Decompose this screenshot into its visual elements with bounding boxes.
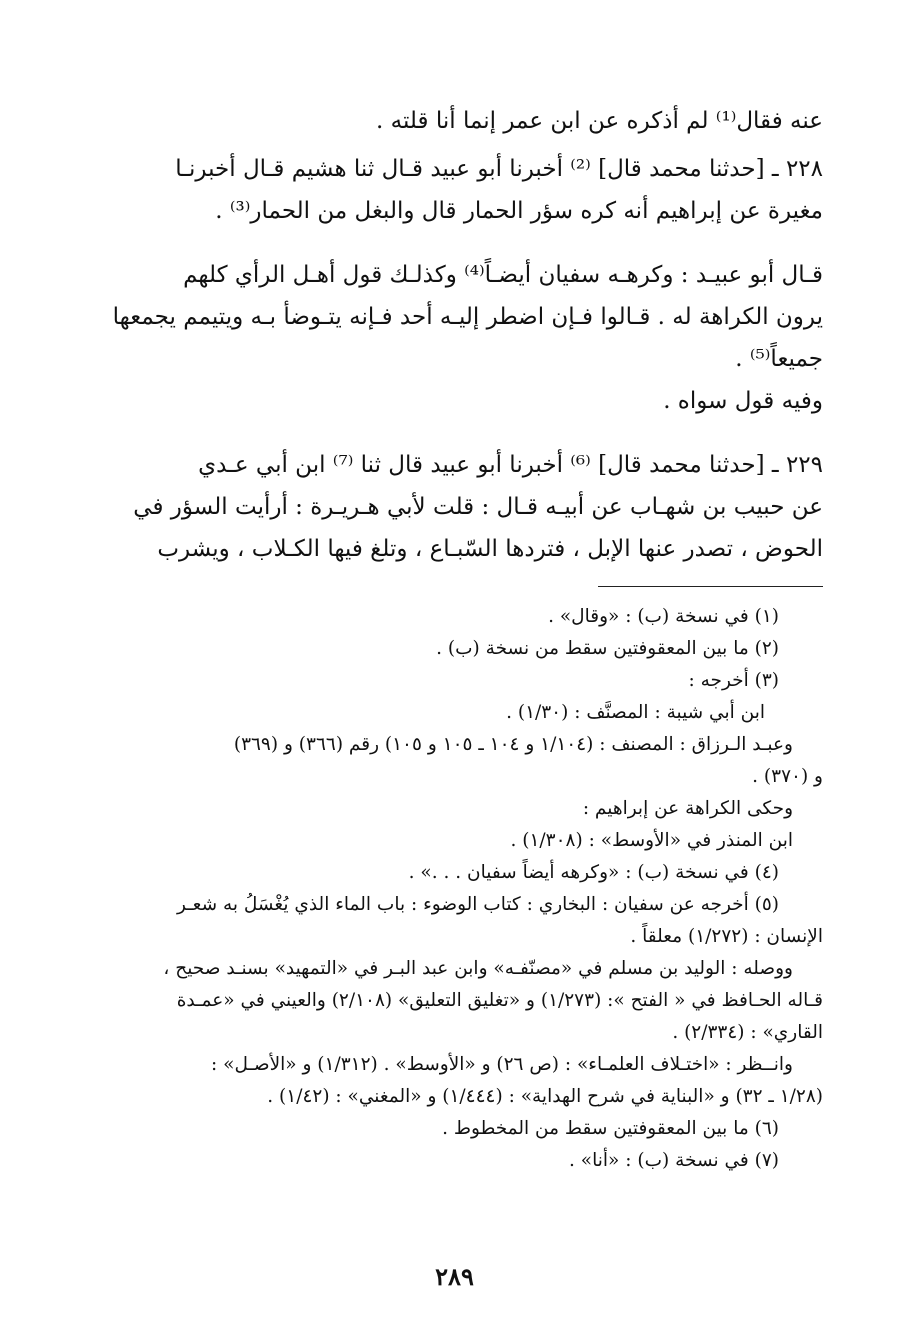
footnote-line: وحكى الكراهة عن إبراهيم :: [582, 798, 793, 819]
footnote-line: ووصله : الوليد بن مسلم في «مصنّفـه» وابن عبد البـر في «التمهيد» بسنـد صحيح ،: [163, 958, 793, 979]
footnote-line: الإنسان : (١/٢٧٢) معلقاً .: [630, 926, 823, 947]
footnote-line: وعبـد الـرزاق : المصنف : (١/١٠٤ و ١٠٤ ـ ١٠٥ و ١٠٥) رقم (٣٦٦) و (٣٦٩): [233, 734, 793, 755]
footnote-line: ابن أبي شيبة : المصنَّف : (١/٣٠) .: [506, 702, 765, 723]
footnote-line: ابن المنذر في «الأوسط» : (١/٣٠٨) .: [510, 830, 793, 851]
main-line: قـال أبو عبيـد : وكرهـه سفيان أيضـاً⁽⁴⁾ وكذلـك قول أهـل الرأي كلهم: [183, 262, 823, 288]
footnote-line: (٦) ما بين المعقوفتين سقط من المخطوط .: [442, 1118, 779, 1139]
main-line: ٢٢٩ ـ [حدثنا محمد قال] ⁽⁶⁾ أخبرنا أبو عبيد قال ثنا ⁽⁷⁾ ابن أبي عـدي: [198, 452, 823, 478]
footnote-line: القاري» : (٢/٣٣٤) .: [672, 1022, 823, 1043]
main-line: الحوض ، تصدر عنها الإبل ، فتردها السّبـاع ، وتلغ فيها الكـلاب ، ويشرب: [157, 536, 823, 562]
main-line: عن حبيب بن شهـاب عن أبيـه قـال : قلت لأبي هـريـرة : أرأيت السؤر في: [133, 494, 823, 520]
footnote-line: وانــظر : «اختـلاف العلمـاء» : (ص ٢٦) و «الأوسط» . (١/٣١٢) و «الأصـل» :: [211, 1054, 793, 1075]
page-number: ٢٨٩: [435, 1262, 474, 1291]
footnote-line: (١/٢٨ ـ ٣٢) و «البناية في شرح الهداية» : (١/٤٤٤) و «المغني» : (١/٤٢) .: [267, 1086, 823, 1107]
main-text: [108, 100, 823, 570]
footnote-line: (٣) أخرجه :: [688, 670, 779, 691]
footnote-line: (٥) أخرجه عن سفيان : البخاري : كتاب الوضوء : باب الماء الذي يُغْسَلُ به شعـر: [177, 894, 779, 915]
footnotes: [108, 601, 823, 1177]
footnote-line: (٤) في نسخة (ب) : «وكرهه أيضاً سفيان . . .» .: [408, 862, 779, 883]
main-line: يرون الكراهة له . قـالوا فـإن اضطر إليـه أحد فـإنه يتـوضأ بـه ويتيمم يجمعها: [112, 304, 823, 330]
main-line: عنه فقال⁽¹⁾ لم أذكره عن ابن عمر إنما أنا قلته .: [376, 108, 823, 134]
footnote-line: (١) في نسخة (ب) : «وقال» .: [548, 606, 779, 627]
footnote-line: و (٣٧٠) .: [752, 766, 823, 787]
page: [108, 100, 823, 1177]
main-line: ٢٢٨ ـ [حدثنا محمد قال] ⁽²⁾ أخبرنا أبو عبيد قـال ثنا هشيم قـال أخبرنـا: [175, 156, 823, 182]
footnote-line: قـاله الحـافظ في « الفتح »: (١/٢٧٣) و «تغليق التعليق» (٢/١٠٨) والعيني في «عمـدة: [176, 990, 823, 1011]
main-line: جميعاً⁽⁵⁾ .: [735, 346, 823, 372]
footnote-separator: [598, 586, 823, 587]
main-line: وفيه قول سواه .: [663, 388, 823, 414]
main-line: مغيرة عن إبراهيم أنه كره سؤر الحمار قال والبغل من الحمار⁽³⁾ .: [215, 198, 823, 224]
footnote-line: (٧) في نسخة (ب) : «أنا» .: [569, 1150, 779, 1171]
footnote-line: (٢) ما بين المعقوفتين سقط من نسخة (ب) .: [436, 638, 779, 659]
